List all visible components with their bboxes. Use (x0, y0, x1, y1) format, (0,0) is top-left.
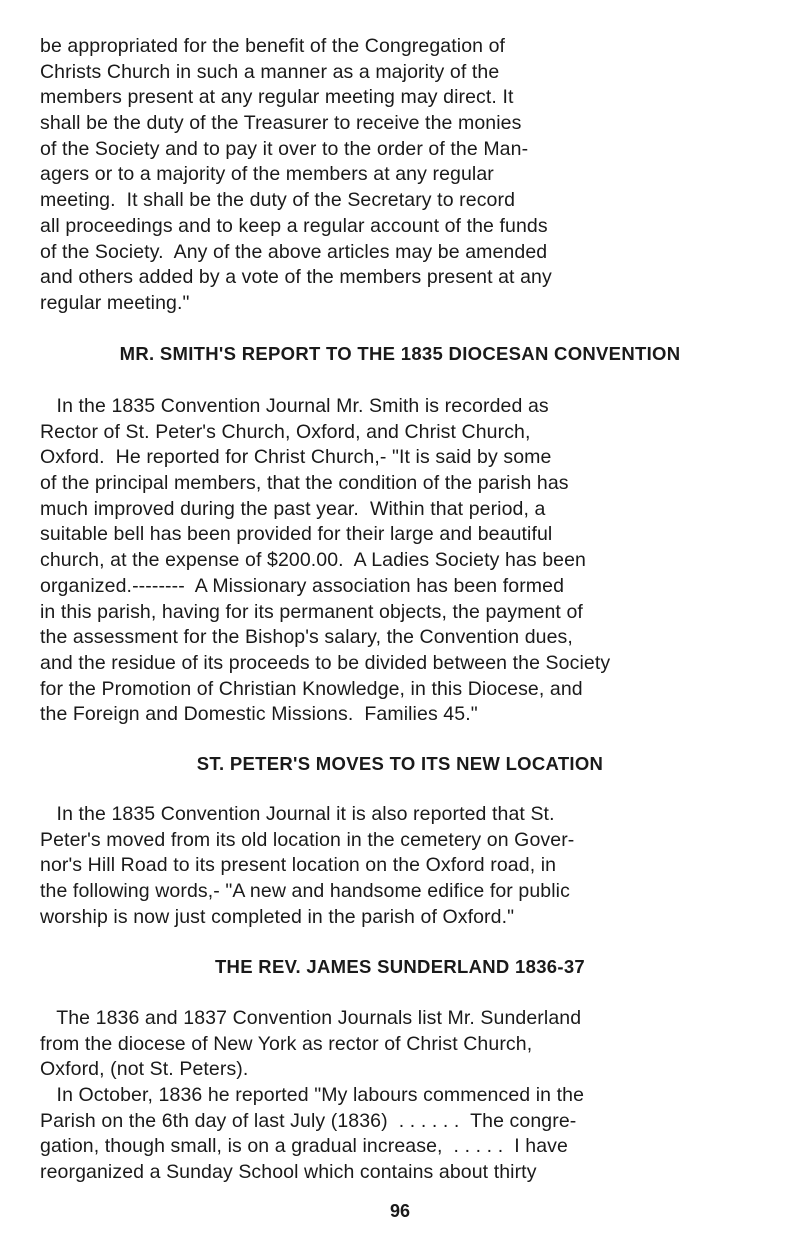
text-line: the following words,- "A new and handsome edifice for public (40, 880, 570, 903)
text-line: members present at any regular meeting may direct. It (40, 86, 514, 109)
text-line: much improved during the past year. Within that period, a (40, 497, 546, 520)
text-line: In the 1835 Convention Journal it is also reported that St. (40, 803, 555, 825)
text-line: In October, 1836 he reported "My labours commenced in the (40, 1084, 585, 1107)
paragraph-sunderland (40, 1006, 740, 1186)
text-line: of the Society and to pay it over to the order of the Man- (40, 137, 529, 160)
text-line: all proceedings and to keep a regular account of the funds (40, 214, 548, 237)
text-line: The 1836 and 1837 Convention Journals list Mr. Sunderland (40, 1007, 582, 1029)
text-line: Parish on the 6th day of last July (1836) . . . . . . The congre- (40, 1109, 577, 1132)
text-line: be appropriated for the benefit of the Congregation of (40, 35, 506, 57)
text-line: Peter's moved from its old location in the cemetery on Gover- (40, 828, 575, 851)
text-line: agers or to a majority of the members at any regular (40, 163, 494, 186)
text-line: Oxford. He reported for Christ Church,- "It is said by some (40, 446, 552, 469)
text-line: reorganized a Sunday School which contains about thirty (40, 1161, 537, 1184)
text-line: Oxford, (not St. Peters). (40, 1058, 249, 1081)
text-line: the Foreign and Domestic Missions. Families 45." (40, 703, 478, 726)
text-line: of the Society. Any of the above articles may be amended (40, 240, 548, 263)
text-line: and the residue of its proceeds to be divided between the Society (40, 651, 611, 674)
text-line: Christs Church in such a manner as a majority of the (40, 60, 500, 83)
text-line: from the diocese of New York as rector of Christ Church, (40, 1032, 533, 1055)
paragraph-constitution-continued (40, 34, 740, 317)
text-line: In the 1835 Convention Journal Mr. Smith is recorded as (40, 395, 549, 417)
text-line: of the principal members, that the condition of the parish has (40, 472, 569, 495)
page-number: 96 (389, 1201, 411, 1221)
paragraph-smith-report (40, 394, 740, 728)
paragraph-st-peters-moves (40, 802, 740, 930)
text-line: church, at the expense of $200.00. A Ladies Society has been (40, 549, 586, 572)
text-line: in this parish, having for its permanent objects, the payment of (40, 600, 583, 623)
text-line: Rector of St. Peter's Church, Oxford, and Christ Church, (40, 420, 531, 443)
section-heading-sunderland: THE REV. JAMES SUNDERLAND 1836-37 (214, 956, 586, 977)
text-line: suitable bell has been provided for their large and beautiful (40, 523, 553, 546)
text-line: the assessment for the Bishop's salary, the Convention dues, (40, 626, 573, 649)
text-line: organized.-------- A Missionary association has been formed (40, 574, 565, 597)
text-line: meeting. It shall be the duty of the Secretary to record (40, 189, 516, 212)
section-heading-smith-report: MR. SMITH'S REPORT TO THE 1835 DIOCESAN CONVENTION (119, 343, 681, 364)
text-line: shall be the duty of the Treasurer to receive the monies (40, 112, 522, 135)
text-line: gation, though small, is on a gradual increase, . . . . . I have (40, 1135, 568, 1158)
section-heading-st-peters-moves: ST. PETER'S MOVES TO ITS NEW LOCATION (196, 753, 604, 774)
text-line: and others added by a vote of the members present at any (40, 266, 552, 289)
text-line: worship is now just completed in the parish of Oxford." (40, 905, 515, 928)
text-line: regular meeting." (40, 291, 190, 314)
text-line: nor's Hill Road to its present location on the Oxford road, in (40, 854, 557, 877)
text-line: for the Promotion of Christian Knowledge, in this Diocese, and (40, 677, 583, 700)
